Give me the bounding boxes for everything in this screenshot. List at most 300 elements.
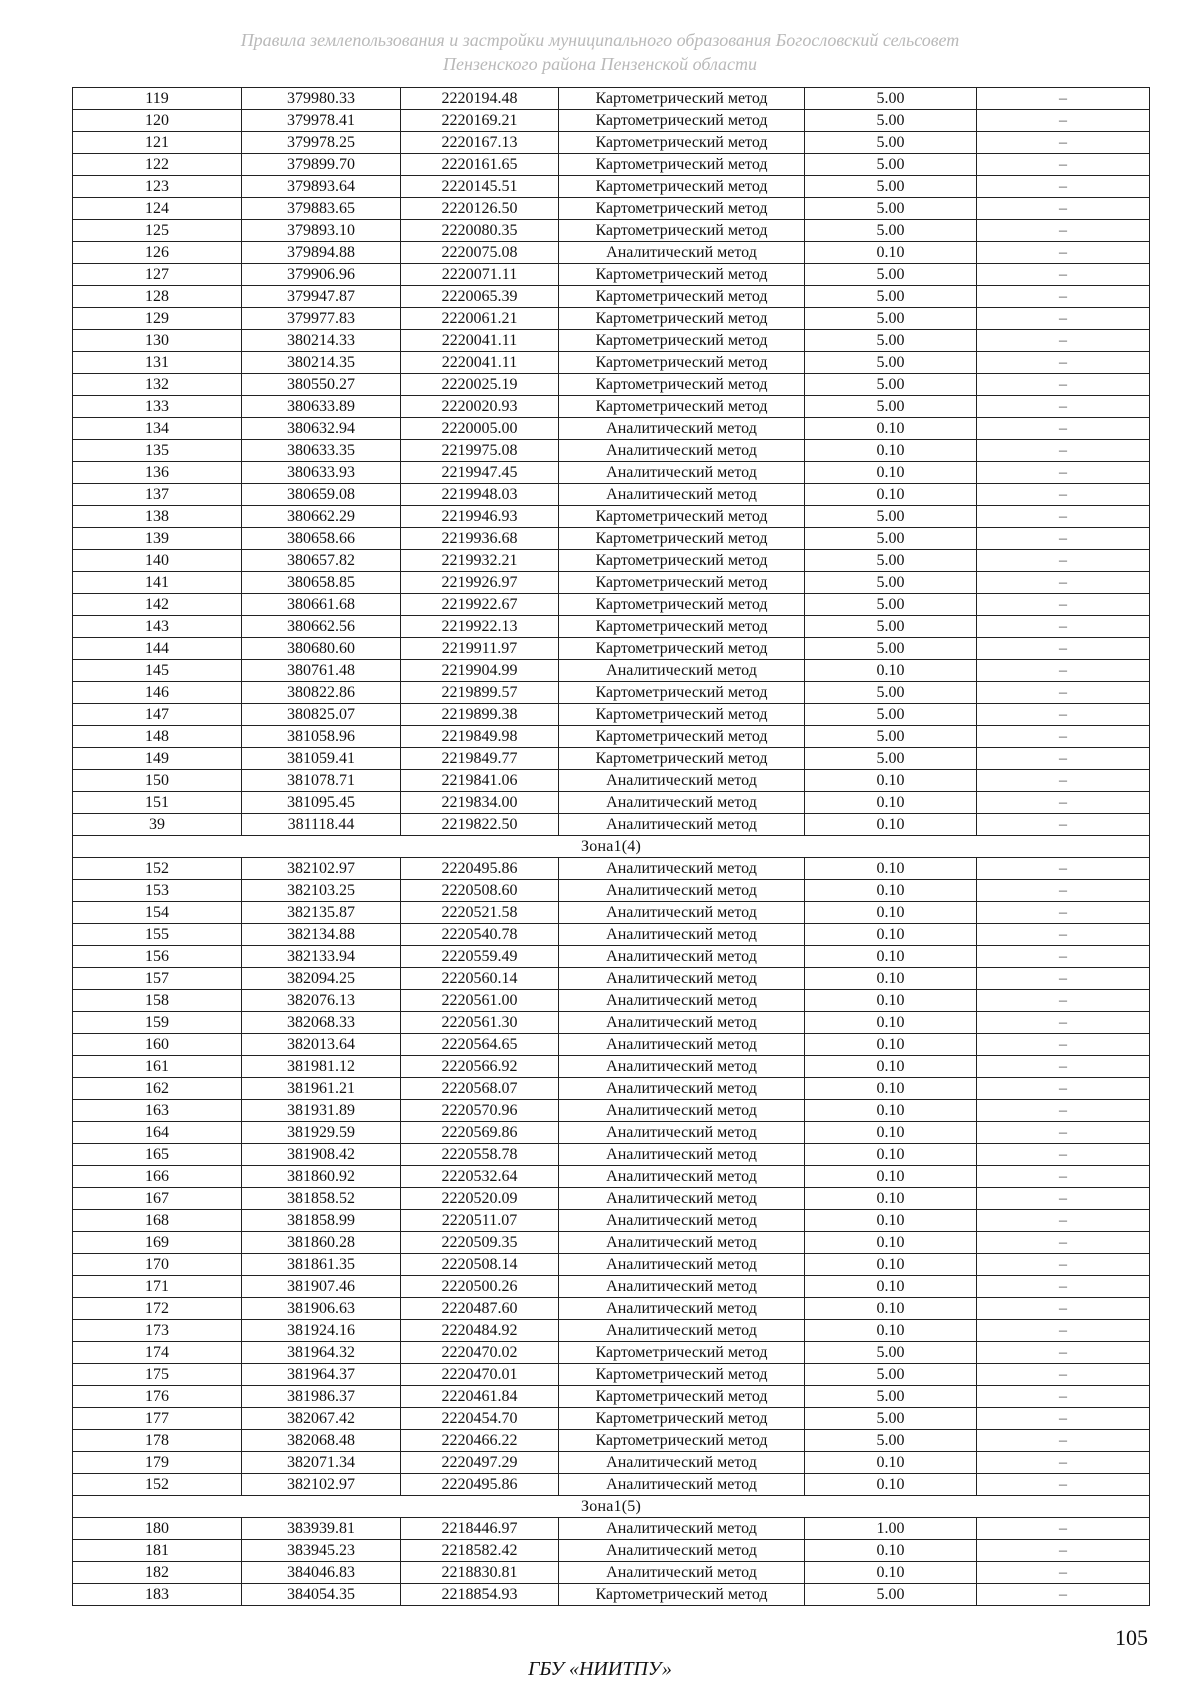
point-number-cell: 145 <box>73 660 242 682</box>
table-row <box>73 660 1150 682</box>
point-number-cell: 128 <box>73 286 242 308</box>
note-cell: – <box>977 1298 1150 1320</box>
x-coordinate-cell: 381058.96 <box>242 726 401 748</box>
x-coordinate-cell: 381059.41 <box>242 748 401 770</box>
point-number-cell: 132 <box>73 374 242 396</box>
y-coordinate-cell: 2220487.60 <box>401 1298 559 1320</box>
accuracy-cell: 5.00 <box>805 1386 977 1408</box>
method-cell: Аналитический метод <box>559 462 805 484</box>
table-row <box>73 1254 1150 1276</box>
point-number-cell: 149 <box>73 748 242 770</box>
table-row <box>73 1012 1150 1034</box>
table-row <box>73 484 1150 506</box>
y-coordinate-cell: 2219948.03 <box>401 484 559 506</box>
accuracy-cell: 0.10 <box>805 1012 977 1034</box>
note-cell: – <box>977 1122 1150 1144</box>
point-number-cell: 125 <box>73 220 242 242</box>
note-cell: – <box>977 242 1150 264</box>
x-coordinate-cell: 381929.59 <box>242 1122 401 1144</box>
point-number-cell: 127 <box>73 264 242 286</box>
accuracy-cell: 0.10 <box>805 1540 977 1562</box>
y-coordinate-cell: 2220560.14 <box>401 968 559 990</box>
x-coordinate-cell: 380214.35 <box>242 352 401 374</box>
y-coordinate-cell: 2220061.21 <box>401 308 559 330</box>
method-cell: Аналитический метод <box>559 1474 805 1496</box>
x-coordinate-cell: 381861.35 <box>242 1254 401 1276</box>
x-coordinate-cell: 380825.07 <box>242 704 401 726</box>
method-cell: Аналитический метод <box>559 242 805 264</box>
x-coordinate-cell: 379894.88 <box>242 242 401 264</box>
x-coordinate-cell: 380658.66 <box>242 528 401 550</box>
accuracy-cell: 0.10 <box>805 1056 977 1078</box>
point-number-cell: 131 <box>73 352 242 374</box>
table-row <box>73 792 1150 814</box>
table-row <box>73 1056 1150 1078</box>
point-number-cell: 158 <box>73 990 242 1012</box>
method-cell: Аналитический метод <box>559 1056 805 1078</box>
y-coordinate-cell: 2220569.86 <box>401 1122 559 1144</box>
table-row <box>73 1276 1150 1298</box>
table-row <box>73 110 1150 132</box>
y-coordinate-cell: 2219922.67 <box>401 594 559 616</box>
accuracy-cell: 5.00 <box>805 704 977 726</box>
method-cell: Картометрический метод <box>559 220 805 242</box>
method-cell: Аналитический метод <box>559 484 805 506</box>
accuracy-cell: 1.00 <box>805 1518 977 1540</box>
table-row <box>73 770 1150 792</box>
method-cell: Аналитический метод <box>559 1276 805 1298</box>
y-coordinate-cell: 2220561.00 <box>401 990 559 1012</box>
method-cell: Аналитический метод <box>559 814 805 836</box>
x-coordinate-cell: 380658.85 <box>242 572 401 594</box>
table-row <box>73 616 1150 638</box>
table-row <box>73 550 1150 572</box>
table-row <box>73 1452 1150 1474</box>
accuracy-cell: 0.10 <box>805 418 977 440</box>
note-cell: – <box>977 902 1150 924</box>
note-cell: – <box>977 1320 1150 1342</box>
accuracy-cell: 0.10 <box>805 792 977 814</box>
y-coordinate-cell: 2218830.81 <box>401 1562 559 1584</box>
method-cell: Картометрический метод <box>559 88 805 110</box>
point-number-cell: 170 <box>73 1254 242 1276</box>
note-cell: – <box>977 286 1150 308</box>
note-cell: – <box>977 330 1150 352</box>
y-coordinate-cell: 2220005.00 <box>401 418 559 440</box>
note-cell: – <box>977 1078 1150 1100</box>
accuracy-cell: 5.00 <box>805 1430 977 1452</box>
x-coordinate-cell: 383945.23 <box>242 1540 401 1562</box>
table-row <box>73 264 1150 286</box>
note-cell: – <box>977 1254 1150 1276</box>
method-cell: Картометрический метод <box>559 616 805 638</box>
table-row <box>73 308 1150 330</box>
method-cell: Аналитический метод <box>559 1122 805 1144</box>
point-number-cell: 176 <box>73 1386 242 1408</box>
note-cell: – <box>977 1056 1150 1078</box>
x-coordinate-cell: 382102.97 <box>242 858 401 880</box>
accuracy-cell: 0.10 <box>805 990 977 1012</box>
accuracy-cell: 5.00 <box>805 330 977 352</box>
point-number-cell: 152 <box>73 858 242 880</box>
x-coordinate-cell: 379980.33 <box>242 88 401 110</box>
point-number-cell: 159 <box>73 1012 242 1034</box>
table-row <box>73 352 1150 374</box>
method-cell: Аналитический метод <box>559 1298 805 1320</box>
note-cell: – <box>977 1210 1150 1232</box>
y-coordinate-cell: 2219899.38 <box>401 704 559 726</box>
method-cell: Аналитический метод <box>559 924 805 946</box>
y-coordinate-cell: 2219926.97 <box>401 572 559 594</box>
point-number-cell: 129 <box>73 308 242 330</box>
table-row <box>73 726 1150 748</box>
method-cell: Аналитический метод <box>559 418 805 440</box>
table-row <box>73 1408 1150 1430</box>
table-row <box>73 1100 1150 1122</box>
accuracy-cell: 5.00 <box>805 110 977 132</box>
x-coordinate-cell: 382068.48 <box>242 1430 401 1452</box>
x-coordinate-cell: 380662.56 <box>242 616 401 638</box>
note-cell: – <box>977 396 1150 418</box>
table-row <box>73 1562 1150 1584</box>
y-coordinate-cell: 2220570.96 <box>401 1100 559 1122</box>
note-cell: – <box>977 1012 1150 1034</box>
note-cell: – <box>977 1474 1150 1496</box>
point-number-cell: 153 <box>73 880 242 902</box>
accuracy-cell: 5.00 <box>805 1584 977 1606</box>
accuracy-cell: 5.00 <box>805 1342 977 1364</box>
method-cell: Картометрический метод <box>559 682 805 704</box>
note-cell: – <box>977 1144 1150 1166</box>
y-coordinate-cell: 2220558.78 <box>401 1144 559 1166</box>
y-coordinate-cell: 2220511.07 <box>401 1210 559 1232</box>
note-cell: – <box>977 660 1150 682</box>
accuracy-cell: 0.10 <box>805 880 977 902</box>
method-cell: Аналитический метод <box>559 1210 805 1232</box>
point-number-cell: 179 <box>73 1452 242 1474</box>
x-coordinate-cell: 384046.83 <box>242 1562 401 1584</box>
y-coordinate-cell: 2220065.39 <box>401 286 559 308</box>
accuracy-cell: 0.10 <box>805 484 977 506</box>
x-coordinate-cell: 380661.68 <box>242 594 401 616</box>
x-coordinate-cell: 382133.94 <box>242 946 401 968</box>
y-coordinate-cell: 2220470.02 <box>401 1342 559 1364</box>
y-coordinate-cell: 2220194.48 <box>401 88 559 110</box>
table-row <box>73 242 1150 264</box>
method-cell: Аналитический метод <box>559 1562 805 1584</box>
y-coordinate-cell: 2220080.35 <box>401 220 559 242</box>
y-coordinate-cell: 2220461.84 <box>401 1386 559 1408</box>
note-cell: – <box>977 88 1150 110</box>
y-coordinate-cell: 2220559.49 <box>401 946 559 968</box>
coordinates-table <box>72 87 1150 1606</box>
x-coordinate-cell: 380633.35 <box>242 440 401 462</box>
accuracy-cell: 0.10 <box>805 1166 977 1188</box>
accuracy-cell: 5.00 <box>805 1408 977 1430</box>
accuracy-cell: 5.00 <box>805 638 977 660</box>
y-coordinate-cell: 2220568.07 <box>401 1078 559 1100</box>
x-coordinate-cell: 381908.42 <box>242 1144 401 1166</box>
y-coordinate-cell: 2219849.77 <box>401 748 559 770</box>
accuracy-cell: 0.10 <box>805 1276 977 1298</box>
accuracy-cell: 0.10 <box>805 858 977 880</box>
accuracy-cell: 0.10 <box>805 1232 977 1254</box>
table-row <box>73 1430 1150 1452</box>
accuracy-cell: 0.10 <box>805 814 977 836</box>
note-cell: – <box>977 748 1150 770</box>
y-coordinate-cell: 2220561.30 <box>401 1012 559 1034</box>
x-coordinate-cell: 381858.99 <box>242 1210 401 1232</box>
y-coordinate-cell: 2219922.13 <box>401 616 559 638</box>
accuracy-cell: 5.00 <box>805 352 977 374</box>
table-row <box>73 1298 1150 1320</box>
table-row <box>73 198 1150 220</box>
method-cell: Картометрический метод <box>559 286 805 308</box>
method-cell: Аналитический метод <box>559 1188 805 1210</box>
method-cell: Картометрический метод <box>559 374 805 396</box>
point-number-cell: 126 <box>73 242 242 264</box>
accuracy-cell: 0.10 <box>805 1254 977 1276</box>
note-cell: – <box>977 770 1150 792</box>
note-cell: – <box>977 858 1150 880</box>
accuracy-cell: 0.10 <box>805 1078 977 1100</box>
accuracy-cell: 0.10 <box>805 1188 977 1210</box>
x-coordinate-cell: 379899.70 <box>242 154 401 176</box>
method-cell: Картометрический метод <box>559 1386 805 1408</box>
point-number-cell: 168 <box>73 1210 242 1232</box>
note-cell: – <box>977 946 1150 968</box>
method-cell: Картометрический метод <box>559 726 805 748</box>
x-coordinate-cell: 381961.21 <box>242 1078 401 1100</box>
point-number-cell: 148 <box>73 726 242 748</box>
method-cell: Картометрический метод <box>559 1364 805 1386</box>
accuracy-cell: 5.00 <box>805 286 977 308</box>
point-number-cell: 157 <box>73 968 242 990</box>
note-cell: – <box>977 550 1150 572</box>
y-coordinate-cell: 2219975.08 <box>401 440 559 462</box>
table-row <box>73 1320 1150 1342</box>
x-coordinate-cell: 381118.44 <box>242 814 401 836</box>
table-row <box>73 528 1150 550</box>
table-row <box>73 330 1150 352</box>
note-cell: – <box>977 1452 1150 1474</box>
x-coordinate-cell: 384054.35 <box>242 1584 401 1606</box>
y-coordinate-cell: 2219936.68 <box>401 528 559 550</box>
note-cell: – <box>977 682 1150 704</box>
y-coordinate-cell: 2220041.11 <box>401 352 559 374</box>
y-coordinate-cell: 2220495.86 <box>401 858 559 880</box>
accuracy-cell: 5.00 <box>805 396 977 418</box>
accuracy-cell: 5.00 <box>805 550 977 572</box>
method-cell: Аналитический метод <box>559 880 805 902</box>
accuracy-cell: 5.00 <box>805 132 977 154</box>
table-row <box>73 990 1150 1012</box>
note-cell: – <box>977 132 1150 154</box>
point-number-cell: 163 <box>73 1100 242 1122</box>
note-cell: – <box>977 198 1150 220</box>
table-row <box>73 1342 1150 1364</box>
x-coordinate-cell: 381964.37 <box>242 1364 401 1386</box>
method-cell: Картометрический метод <box>559 176 805 198</box>
method-cell: Аналитический метод <box>559 946 805 968</box>
point-number-cell: 154 <box>73 902 242 924</box>
accuracy-cell: 0.10 <box>805 242 977 264</box>
point-number-cell: 144 <box>73 638 242 660</box>
method-cell: Картометрический метод <box>559 572 805 594</box>
method-cell: Картометрический метод <box>559 264 805 286</box>
accuracy-cell: 5.00 <box>805 682 977 704</box>
table-row <box>73 924 1150 946</box>
x-coordinate-cell: 381860.92 <box>242 1166 401 1188</box>
page-footer: ГБУ «НИИТПУ» <box>528 1658 672 1680</box>
x-coordinate-cell: 382094.25 <box>242 968 401 990</box>
note-cell: – <box>977 1540 1150 1562</box>
point-number-cell: 175 <box>73 1364 242 1386</box>
x-coordinate-cell: 381924.16 <box>242 1320 401 1342</box>
table-row <box>73 880 1150 902</box>
accuracy-cell: 5.00 <box>805 154 977 176</box>
x-coordinate-cell: 379977.83 <box>242 308 401 330</box>
method-cell: Аналитический метод <box>559 440 805 462</box>
point-number-cell: 130 <box>73 330 242 352</box>
x-coordinate-cell: 381986.37 <box>242 1386 401 1408</box>
accuracy-cell: 0.10 <box>805 1210 977 1232</box>
accuracy-cell: 0.10 <box>805 1474 977 1496</box>
table-row <box>73 440 1150 462</box>
method-cell: Аналитический метод <box>559 858 805 880</box>
table-row <box>73 1584 1150 1606</box>
point-number-cell: 122 <box>73 154 242 176</box>
page-number: 105 <box>1115 1625 1148 1650</box>
point-number-cell: 181 <box>73 1540 242 1562</box>
x-coordinate-cell: 381964.32 <box>242 1342 401 1364</box>
note-cell: – <box>977 1232 1150 1254</box>
point-number-cell: 171 <box>73 1276 242 1298</box>
point-number-cell: 172 <box>73 1298 242 1320</box>
y-coordinate-cell: 2220025.19 <box>401 374 559 396</box>
method-cell: Аналитический метод <box>559 1144 805 1166</box>
x-coordinate-cell: 381931.89 <box>242 1100 401 1122</box>
y-coordinate-cell: 2219841.06 <box>401 770 559 792</box>
accuracy-cell: 5.00 <box>805 198 977 220</box>
table-row <box>73 1078 1150 1100</box>
method-cell: Аналитический метод <box>559 1254 805 1276</box>
x-coordinate-cell: 382067.42 <box>242 1408 401 1430</box>
table-row <box>73 220 1150 242</box>
note-cell: – <box>977 1276 1150 1298</box>
method-cell: Аналитический метод <box>559 660 805 682</box>
method-cell: Аналитический метод <box>559 1320 805 1342</box>
point-number-cell: 173 <box>73 1320 242 1342</box>
method-cell: Аналитический метод <box>559 1034 805 1056</box>
method-cell: Картометрический метод <box>559 198 805 220</box>
y-coordinate-cell: 2220564.65 <box>401 1034 559 1056</box>
accuracy-cell: 5.00 <box>805 506 977 528</box>
note-cell: – <box>977 572 1150 594</box>
method-cell: Аналитический метод <box>559 1012 805 1034</box>
note-cell: – <box>977 1364 1150 1386</box>
note-cell: – <box>977 1518 1150 1540</box>
accuracy-cell: 5.00 <box>805 616 977 638</box>
point-number-cell: 152 <box>73 1474 242 1496</box>
point-number-cell: 39 <box>73 814 242 836</box>
zone-label: Зона1(4) <box>73 836 1150 858</box>
x-coordinate-cell: 380822.86 <box>242 682 401 704</box>
point-number-cell: 167 <box>73 1188 242 1210</box>
point-number-cell: 123 <box>73 176 242 198</box>
note-cell: – <box>977 220 1150 242</box>
note-cell: – <box>977 616 1150 638</box>
coordinates-table-body <box>73 88 1150 1606</box>
y-coordinate-cell: 2218582.42 <box>401 1540 559 1562</box>
note-cell: – <box>977 1188 1150 1210</box>
x-coordinate-cell: 380633.89 <box>242 396 401 418</box>
x-coordinate-cell: 379883.65 <box>242 198 401 220</box>
table-row <box>73 418 1150 440</box>
note-cell: – <box>977 374 1150 396</box>
table-row <box>73 462 1150 484</box>
table-row <box>73 176 1150 198</box>
y-coordinate-cell: 2220509.35 <box>401 1232 559 1254</box>
point-number-cell: 133 <box>73 396 242 418</box>
note-cell: – <box>977 1166 1150 1188</box>
method-cell: Картометрический метод <box>559 396 805 418</box>
x-coordinate-cell: 380662.29 <box>242 506 401 528</box>
method-cell: Картометрический метод <box>559 1408 805 1430</box>
method-cell: Картометрический метод <box>559 352 805 374</box>
method-cell: Аналитический метод <box>559 902 805 924</box>
method-cell: Картометрический метод <box>559 132 805 154</box>
table-row <box>73 572 1150 594</box>
table-row <box>73 1122 1150 1144</box>
y-coordinate-cell: 2219911.97 <box>401 638 559 660</box>
accuracy-cell: 0.10 <box>805 660 977 682</box>
point-number-cell: 166 <box>73 1166 242 1188</box>
method-cell: Картометрический метод <box>559 110 805 132</box>
point-number-cell: 156 <box>73 946 242 968</box>
point-number-cell: 136 <box>73 462 242 484</box>
point-number-cell: 135 <box>73 440 242 462</box>
method-cell: Аналитический метод <box>559 792 805 814</box>
note-cell: – <box>977 352 1150 374</box>
table-row <box>73 154 1150 176</box>
point-number-cell: 146 <box>73 682 242 704</box>
accuracy-cell: 5.00 <box>805 308 977 330</box>
page-header-line-2: Пензенского района Пензенской области <box>442 54 758 74</box>
accuracy-cell: 0.10 <box>805 924 977 946</box>
x-coordinate-cell: 380680.60 <box>242 638 401 660</box>
note-cell: – <box>977 990 1150 1012</box>
note-cell: – <box>977 484 1150 506</box>
y-coordinate-cell: 2219899.57 <box>401 682 559 704</box>
x-coordinate-cell: 382134.88 <box>242 924 401 946</box>
method-cell: Картометрический метод <box>559 594 805 616</box>
zone-header-row <box>73 836 1150 858</box>
x-coordinate-cell: 379906.96 <box>242 264 401 286</box>
method-cell: Картометрический метод <box>559 528 805 550</box>
table-row <box>73 638 1150 660</box>
point-number-cell: 147 <box>73 704 242 726</box>
accuracy-cell: 0.10 <box>805 1298 977 1320</box>
table-row <box>73 1474 1150 1496</box>
y-coordinate-cell: 2220466.22 <box>401 1430 559 1452</box>
point-number-cell: 164 <box>73 1122 242 1144</box>
y-coordinate-cell: 2220521.58 <box>401 902 559 924</box>
point-number-cell: 119 <box>73 88 242 110</box>
table-row <box>73 594 1150 616</box>
y-coordinate-cell: 2220540.78 <box>401 924 559 946</box>
point-number-cell: 155 <box>73 924 242 946</box>
